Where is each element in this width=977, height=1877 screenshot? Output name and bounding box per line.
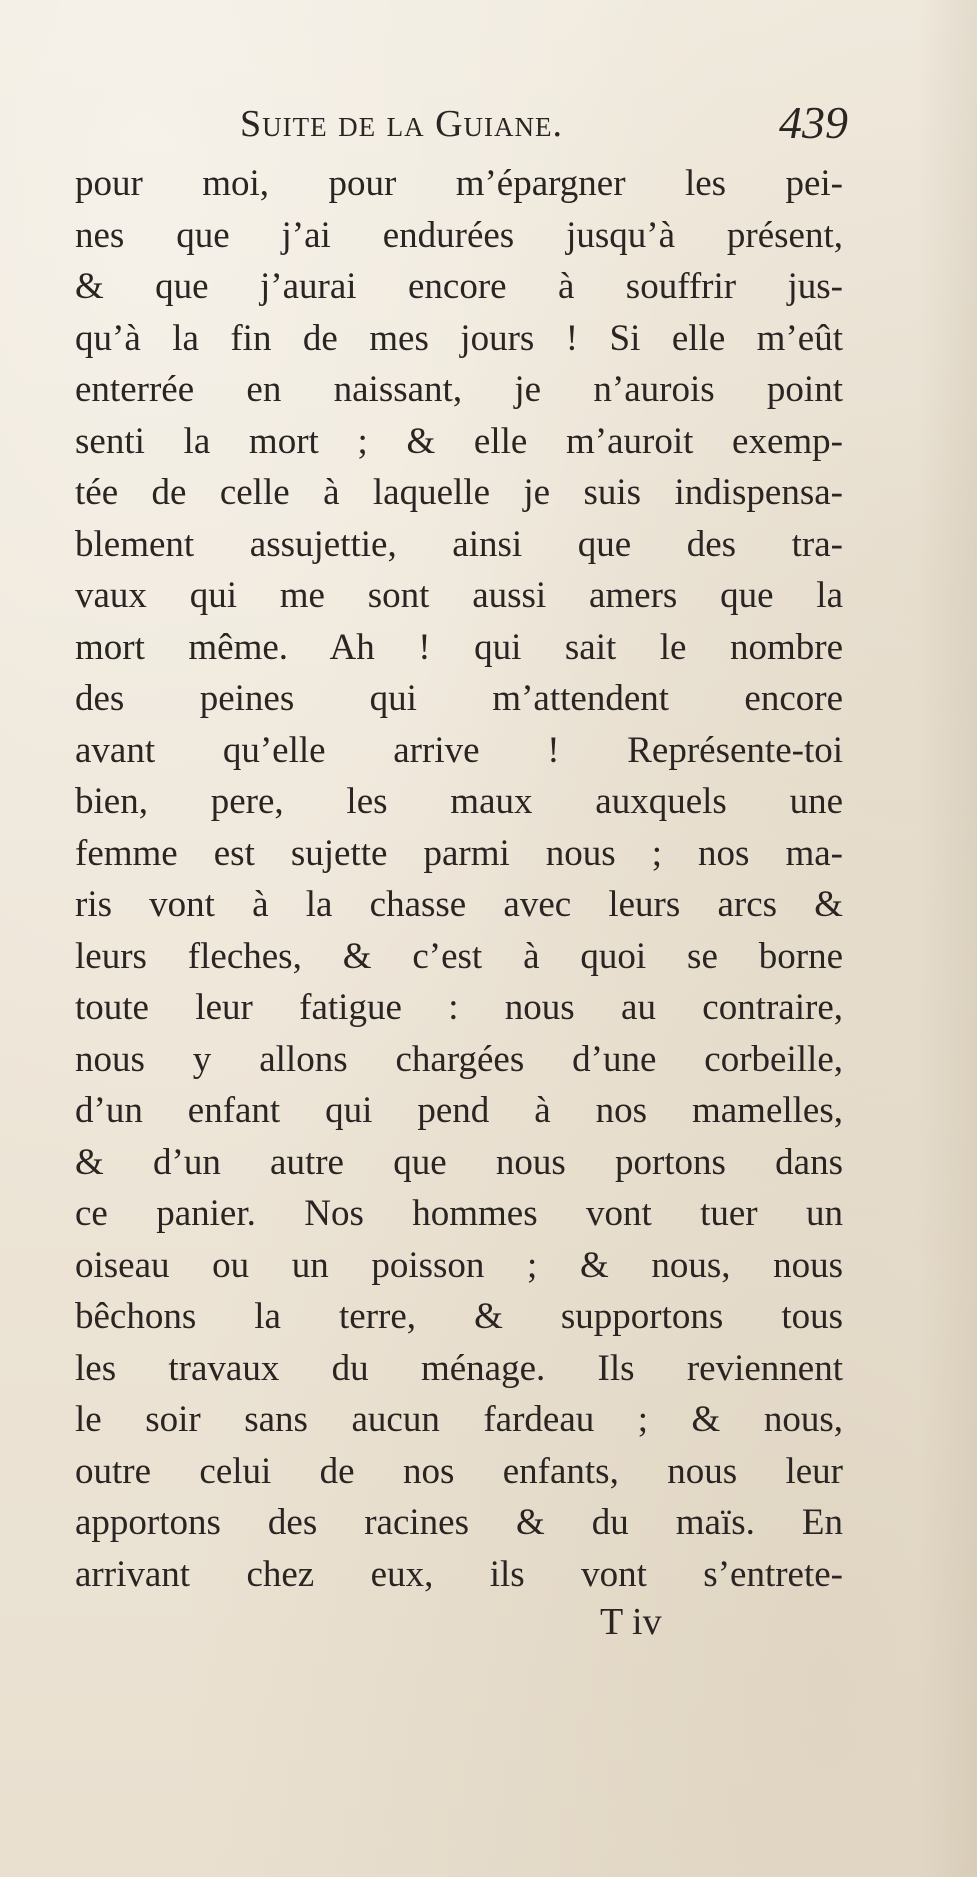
text-line: tée de celle à laquelle je suis indispensa- bbox=[75, 472, 843, 513]
text-line: & d’un autre que nous portons dans bbox=[75, 1141, 843, 1183]
page-number: 439 bbox=[779, 97, 848, 148]
signature-mark: T iv bbox=[600, 1601, 662, 1643]
text-line: toute leur fatigue : nous au contraire, bbox=[75, 987, 843, 1028]
text-line: leurs fleches, & c’est à quoi se borne bbox=[75, 935, 843, 977]
running-head bbox=[90, 96, 848, 156]
text-line: bien, pere, les maux auxquels une bbox=[75, 781, 843, 822]
text-line: des peines qui m’attendent encore bbox=[75, 678, 843, 719]
text-line: bêchons la terre, & supportons tous bbox=[75, 1296, 843, 1337]
text-line: d’un enfant qui pend à nos mamelles, bbox=[75, 1090, 843, 1131]
body-text bbox=[75, 158, 843, 1600]
text-line: mort même. Ah ! qui sait le nombre bbox=[75, 626, 843, 668]
text-line: apportons des racines & du maïs. En bbox=[75, 1502, 843, 1543]
text-line: nous y allons chargées d’une corbeille, bbox=[75, 1038, 843, 1080]
text-line: arrivant chez eux, ils vont s’entrete- bbox=[75, 1553, 843, 1595]
text-line: outre celui de nos enfants, nous leur bbox=[75, 1450, 843, 1492]
running-title: Suite de la Guiane. bbox=[240, 103, 564, 145]
text-line: pour moi, pour m’épargner les pei- bbox=[75, 163, 843, 204]
text-line: & que j’aurai encore à souffrir jus- bbox=[75, 266, 843, 307]
text-line: le soir sans aucun fardeau ; & nous, bbox=[75, 1399, 843, 1440]
text-line: qu’à la fin de mes jours ! Si elle m’eût bbox=[75, 317, 843, 359]
text-line: femme est sujette parmi nous ; nos ma- bbox=[75, 832, 843, 874]
text-line: ce panier. Nos hommes vont tuer un bbox=[75, 1193, 843, 1234]
text-line: ris vont à la chasse avec leurs arcs & bbox=[75, 884, 843, 925]
text-line: enterrée en naissant, je n’aurois point bbox=[75, 369, 843, 410]
text-line: senti la mort ; & elle m’auroit exemp- bbox=[75, 420, 843, 462]
text-line: les travaux du ménage. Ils reviennent bbox=[75, 1347, 843, 1389]
text-line: vaux qui me sont aussi amers que la bbox=[75, 575, 843, 616]
text-line: avant qu’elle arrive ! Représente-toi bbox=[75, 729, 843, 771]
text-line: nes que j’ai endurées jusqu’à présent, bbox=[75, 214, 843, 256]
text-line: blement assujettie, ainsi que des tra- bbox=[75, 523, 843, 565]
text-line: oiseau ou un poisson ; & nous, nous bbox=[75, 1244, 843, 1286]
